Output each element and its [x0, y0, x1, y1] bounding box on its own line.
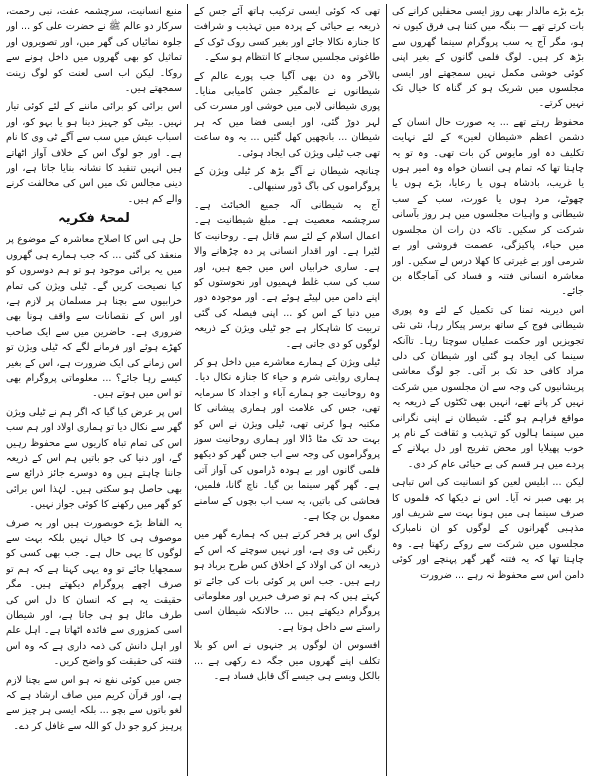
paragraph: بالآخر وہ دن بھی آگیا جب پورے عالم کے شیطانوں نے عالمگیر جشن کامیابی منایا۔ پوری شیطانی لابی میں خوشی اور مسرت کی لہر دوڑ گئی، اور ایسی فضا میں کہ ہر شیطان ... بانچھیں کھل گئیں ... یہ وہ ساعت تھی جب ٹیلی ویژن کی ایجاد ہوئی۔ — [194, 70, 380, 159]
paragraph: جس میں کوئی نفع نہ ہو اس سے بچنا لازم ہے، اور قرآن کریم میں صاف ارشاد ہے کہ لغو باتوں سے بچو ... بلکہ ایسی ہر چیز سے پرہیز کرو جو دل کو اللہ سے غافل کر دے۔ — [6, 674, 182, 732]
paragraph: حل ہی اس کا اصلاح معاشرہ کے موضوع پر منعقد کی گئی ... کہ جب ہمارے ہی گھروں میں یہ برائی موجود ہو تو ہم دوسروں کو کیا نصیحت کریں گے۔ ٹیلی ویژن کی تمام خرابیوں سے بچنا ہر مسلمان پر لازم ہے، اور اس کے نقصانات سے واقف ہونا بھی ضروری ہے۔ حاضرین میں سے ایک صاحب کھڑے ہوئے اور فرمانے لگے کہ ٹیلی ویژن تو اس زمانے کی ایک ضرورت ہے، اس کے بغیر کیسے رہا جائے؟ ... معلوماتی پروگرام بھی تو اس میں ہوتے ہیں۔ — [6, 234, 182, 400]
paragraph: تھی کہ کوئی ایسی ترکیب ہاتھ آئے جس کے ذریعہ بے حیائی کے پردہ میں تہذیب و شرافت کا جنازہ نکالا جائے اور بغیر کسی روک ٹوک کے طاغوتی مجلسیں سجانے کا انتظام ہو سکے۔ — [194, 6, 380, 64]
paragraph: چنانچہ شیطان نے آگے بڑھ کر ٹیلی ویژن کے پروگراموں کی باگ ڈور سنبھالی۔ — [194, 166, 380, 193]
paragraph: اس پر عرض کیا گیا کہ اگر ہم نے ٹیلی ویژن گھر سے نکال دیا تو ہماری اولاد اور ہم سب اس کی تمام تباہ کاریوں سے محفوظ رہیں گے، اور دنیا کی جو باتیں ہم اس کے ذریعہ جاننا چاہتے ہیں وہ دوسرے جائز ذرائع سے بھی حاصل ہو سکتی ہیں۔ لہٰذا اس برائی کو گھر میں رکھنے کا کوئی جواز نہیں۔ — [6, 406, 182, 511]
paragraph: آج یہ شیطانی آلہ جمیع الخبائث ہے۔ سرچشمہ معصیت ہے۔ مبلغ شیطانیت ہے۔ اعمال اسلام کے لئے سم قاتل ہے۔ روحانیت کا لٹیرا ہے۔ اور اقدار انسانی پر دہ چڑھانے والا ہے۔ ساری خرابیاں اس میں جمع ہیں، اور سب کی سب غلط فہمیوں اور نحوستوں کو اپنے دامن میں لپیٹے ہوئے ہے۔ اور موجودہ دور میں دنیا کے اس کو ... اپنی فیصلہ کی گئی تربیت کا شاہکار ہے جو ٹیلی ویژن کے ذریعہ لوگوں کو دی جاتی ہے۔ — [194, 199, 380, 350]
paragraph: افسوس ان لوگوں پر جنہوں نے اس کو بلا تکلف اپنے گھروں میں جگہ دے رکھی ہے ... بالکل ویسے ہی جیسے آگ قابل فساد ہے۔ — [194, 640, 380, 683]
paragraph: محفوظ رہتے تھے ... یہ صورت حال انسان کے دشمن اعظم «شیطان لعین» کے لئے نہایت تکلیف دہ اور مایوس کن بات تھی۔ وہ تو یہ چاہتا تھا کہ تمام ہی انسان خواہ وہ امیر ہوں یا غریب، بادشاہ ہوں یا رعایا، بڑے ہوں یا چھوٹے، مرد ہوں یا عورت، سب کے سب شیطانی و واہیات مجلسوں میں ہر روز بآسانی شرکت کر سکیں۔ تاکہ دن رات ان مجلسوں میں حیاء، پاکیزگی، عصمت فروشی اور بے شرمی اور بے غیرتی کا کھلا درس لے سکیں۔ اور معاشرہ انسانی فتنہ و فساد کی آماجگاہ بن جائے۔ — [392, 116, 584, 298]
paragraph: لیکن ... ابلیس لعین کو انسانیت کی اس تباہی پر بھی صبر نہ آیا۔ اس نے دیکھا کہ فلموں کا صرف سینما ہی میں ہونا بہت سے شریف اور مذہبی گھرانوں کے لوگوں کو ان نامبارک مجلسوں میں شرکت سے روکے رکھتا ہے۔ وہ چاہتا تھا کہ یہ فتنہ گھر گھر پہنچے اور کوئی دامن اس سے محفوظ نہ رہے ... ضرورت — [392, 477, 584, 581]
column-middle — [194, 4, 380, 776]
paragraph: یہ الفاظ بڑے خوبصورت ہیں اور یہ صرف موصوف ہی کا خیال نہیں بلکہ بہت سے لوگوں کا یہی حال ہے۔ جب بھی کسی کو سمجھایا جائے تو وہ یہی کہتا ہے کہ ہم تو صرف اچھے پروگرام دیکھتے ہیں۔ مگر حقیقت یہ ہے کہ انسان کا دل اس کی طرف مائل ہو ہی جاتا ہے، اور شیطان اسی کمزوری سے فائدہ اٹھاتا ہے۔ اہل علم اور اہل دانش کی ذمہ داری ہے کہ وہ اس فتنہ کی حقیقت کو واضح کریں۔ — [6, 517, 182, 668]
paragraph: اس دیرینہ تمنا کی تکمیل کے لئے وہ پوری شیطانی فوج کے ساتھ برسر پیکار رہا، نئی نئی تجویزیں اور حکمت عملیاں سوچتا رہا۔ تاآنکہ سینما کی ایجاد ہو گئی اور شیطان کی دلی مراد کافی حد تک بر آئی۔ جو لوگ معاشی پریشانیوں کی وجہ سے ان مجلسوں میں شرکت نہیں کر پاتے تھے، انہیں بھی ٹکٹوں کے ذریعہ یہ مواقع فراہم ہو گئے۔ شیطان نے اپنی نگرانی میں سینما ہالوں کو تہذیب و ثقافت کے نام پر خوب پھیلایا اور محض تفریح اور دل بہلانے کے پردے میں ہر قسم کی بے حیائی عام کر دی۔ — [392, 304, 584, 470]
column-divider — [187, 4, 188, 776]
paragraph: منبع انسانیت، سرچشمہ عفت، نبی رحمت، سرکار دو عالم ﷺ نے حضرت علی کو ... اور جلوہ نمائیاں کی گھر میں، اور تصویروں اور تماثیل کو بھی گھروں میں داخل ہونے سے روکا۔ لیکن اب اسی لعنت کو لوگ زینت سمجھتے ہیں۔ — [6, 6, 182, 95]
newspaper-page — [4, 4, 586, 776]
section-subheading: لمحۂ فکریہ — [58, 211, 130, 227]
column-right — [392, 4, 584, 776]
column-left — [6, 4, 182, 776]
paragraph: اس برائی کو برائی ماننے کے لئے کوئی تیار نہیں۔ بیٹی کو جہیز دینا ہو یا بہو کو، اور اسباب عیش میں سب سے آگے ٹی وی کا نام ہے۔ اور جو لوگ اس کے خلاف آواز اٹھاتے ہیں انہیں تنقید کا نشانہ بنایا جاتا ہے، اور دینی مجالس تک میں اس کی مخالفت کرنے والے کم ہیں۔ — [6, 101, 182, 205]
paragraph: لوگ اس پر فخر کرتے ہیں کہ ہمارے گھر میں رنگین ٹی وی ہے، اور نہیں سوچتے کہ اس کے ذریعہ ان کی اولاد کے اخلاق کس طرح برباد ہو رہے ہیں۔ جب اس پر کوئی بات کی جائے تو کہتے ہیں کہ ہم تو صرف خبریں اور معلوماتی پروگرام دیکھتے ہیں ... حالانکہ شیطان اسی راستے سے داخل ہوتا ہے۔ — [194, 529, 380, 633]
column-divider — [386, 4, 387, 776]
paragraph: ٹیلی ویژن کے ہمارے معاشرے میں داخل ہو کر ہماری روایتی شرم و حیاء کا جنازہ نکال دیا۔ وہ روحانیت جو ہمارے آباء و اجداد کا سرمایہ تھی، جس کی علامت اور ہماری پیشانی کا مکتبہ ہوا کرتی تھی، ٹیلی ویژن نے اس کو بہت حد تک مٹا ڈالا اور ہماری روحانیت سوز پروگراموں کی وجہ سے اب جس گھر کو دیکھو فلمی گانوں اور بے ہودہ ڈراموں کی آواز آتی ہے۔ گھر گھر سینما بن گیا۔ ناچ گانا، فلمیں، فحاشی کی باتیں، یہ سب اب بچوں کے سامنے معمول بن چکا ہے۔ — [194, 356, 380, 522]
paragraph: بڑے بڑے مالدار بھی روز ایسی محفلیں کرانے کی بات کرتے تھے — بنگہ میں کتنا ہی فرق کیوں نہ ہو، مگر آج یہ سب پروگرام سینما گھروں سے بڑھ کر ہیں۔ لوگ فلمی گانوں کے بغیر اپنی کوئی خوشی مکمل نہیں سمجھتے اور ایسی مجلسوں میں شریک ہو کر گناہ کا خیال تک نہیں کرتے۔ — [392, 6, 584, 110]
